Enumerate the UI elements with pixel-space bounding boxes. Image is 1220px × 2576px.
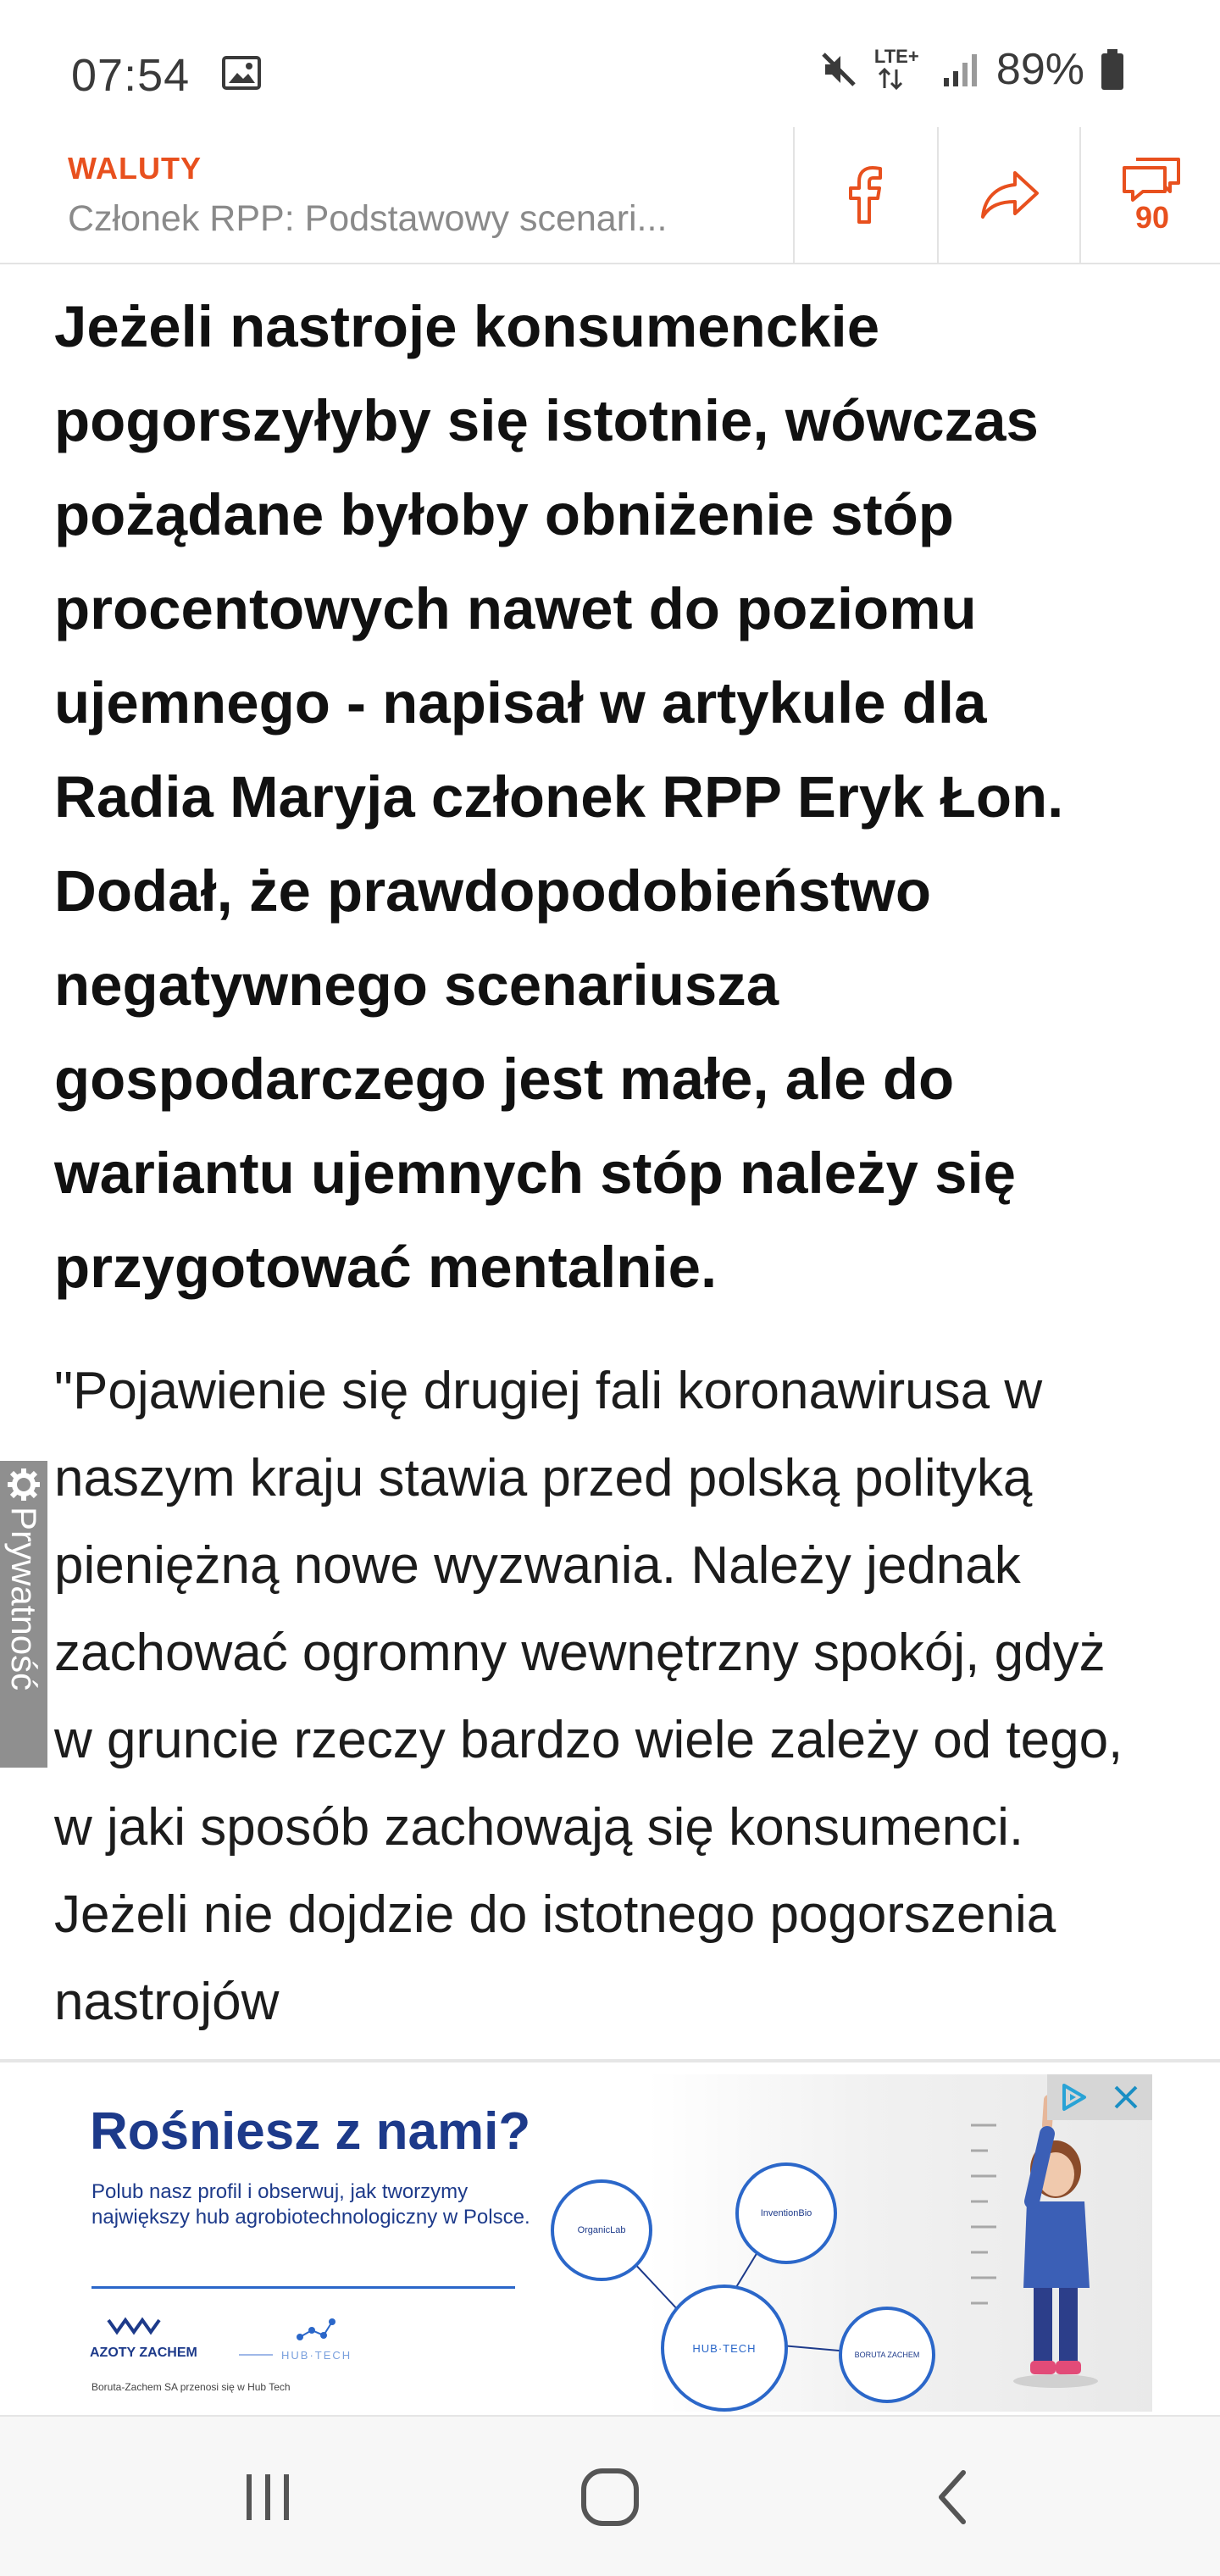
home-icon — [579, 2466, 641, 2529]
status-bar — [0, 0, 1220, 127]
network-label: LTE+ — [873, 46, 919, 67]
ad-divider — [0, 2059, 1220, 2062]
ad-circle-hubtech — [661, 2285, 788, 2412]
adchoices-icon — [1059, 2083, 1088, 2112]
ad-fine-print: Boruta-Zachem SA przenosi się w Hub Tech — [92, 2381, 291, 2393]
ad-headline: Rośniesz z nami? — [90, 2102, 531, 2161]
close-icon — [1112, 2084, 1140, 2111]
back-button[interactable] — [893, 2451, 1012, 2544]
home-button[interactable] — [551, 2451, 669, 2544]
facebook-icon — [842, 164, 890, 225]
article-lead: Jeżeli nastroje konsumenckie pogorszyłyby się istotnie, wówczas pożądane byłoby obniżenie stóp procentowych nawet do poziomu ujemnego - napisał w artykule dla Radia Maryja członek RPP Eryk Łon. Dodał, że prawdopodobieństwo negatywnego scenariusza gospodarczego jest małe, ale do wariantu ujemnych stóp należy się przygotować mentalnie. — [54, 294, 1064, 1300]
ad-circle-organic — [551, 2179, 652, 2281]
share-button[interactable] — [937, 127, 1081, 263]
hubtech-logo-icon — [293, 2317, 344, 2346]
privacy-tab[interactable] — [0, 1461, 47, 1768]
ad-logo-connector — [239, 2354, 273, 2356]
recents-button[interactable] — [208, 2451, 327, 2544]
back-icon — [931, 2468, 973, 2527]
ad-circle-boruta — [839, 2307, 935, 2403]
privacy-label: Prywatność — [4, 1507, 44, 1691]
battery-percentage: 89% — [995, 45, 1084, 94]
ad-circle-label-1: InventionBio — [760, 2208, 812, 2218]
battery-icon — [1100, 47, 1125, 92]
gear-icon — [7, 1468, 41, 1502]
ad-circle-label-2: OrganicLab — [577, 2225, 626, 2235]
ad-logos — [90, 2317, 395, 2368]
ad-divider-line — [92, 2286, 515, 2289]
mute-icon — [818, 49, 859, 90]
ad-circle-label-3: HUB·TECH — [692, 2341, 757, 2355]
advertisement-banner[interactable] — [30, 2074, 1152, 2412]
azoty-logo-icon — [107, 2317, 225, 2342]
network-indicator — [874, 46, 925, 93]
ad-circle-label-4: BORUTA ZACHEM — [854, 2351, 920, 2359]
article-body: "Pojawienie się drugiej fali koronawirusa w naszym kraju stawia przed polską polityką pieniężną nowe wyzwania. Należy jednak zachować ogromny wewnętrzny spokój, gdyż w gruncie rzeczy bardzo wiele zależy od tego, w jaki sposób zachowają się konsumenci. Jeżeli nie dojdzie do istotnego pogorszenia nastrojów — [54, 1362, 1123, 2031]
ad-network-graphic — [505, 2125, 979, 2412]
data-arrows-icon — [878, 68, 903, 90]
ad-subtext: Polub nasz profil i obserwuj, jak tworzymy największy hub agrobiotechnologiczny w Polsce. — [92, 2180, 530, 2229]
status-time: 07:54 — [71, 50, 191, 101]
comment-count: 90 — [1134, 200, 1170, 235]
recents-icon — [238, 2468, 297, 2527]
adchoices-button[interactable] — [1047, 2074, 1100, 2120]
ad-logo-left: AZOTY ZACHEM — [90, 2346, 197, 2360]
signal-icon — [940, 49, 981, 90]
ad-child-illustration — [946, 2091, 1115, 2405]
share-icon — [978, 168, 1042, 222]
article-header — [0, 127, 1220, 264]
comments-button[interactable] — [1079, 127, 1220, 263]
article-content — [54, 280, 1156, 1314]
ad-logo-right: HUB·TECH — [281, 2349, 352, 2362]
ad-choice-bar — [1047, 2074, 1152, 2120]
category-label[interactable]: WALUTY — [68, 151, 202, 186]
ad-close-button[interactable] — [1100, 2074, 1152, 2120]
comments-icon — [1121, 154, 1184, 203]
system-nav-bar — [0, 2415, 1220, 2576]
header-title: Członek RPP: Podstawowy scenari... — [68, 198, 668, 239]
gallery-icon — [222, 56, 261, 90]
ad-circle-invention — [735, 2162, 837, 2264]
facebook-share-button[interactable] — [793, 127, 937, 263]
status-right — [818, 44, 1125, 95]
